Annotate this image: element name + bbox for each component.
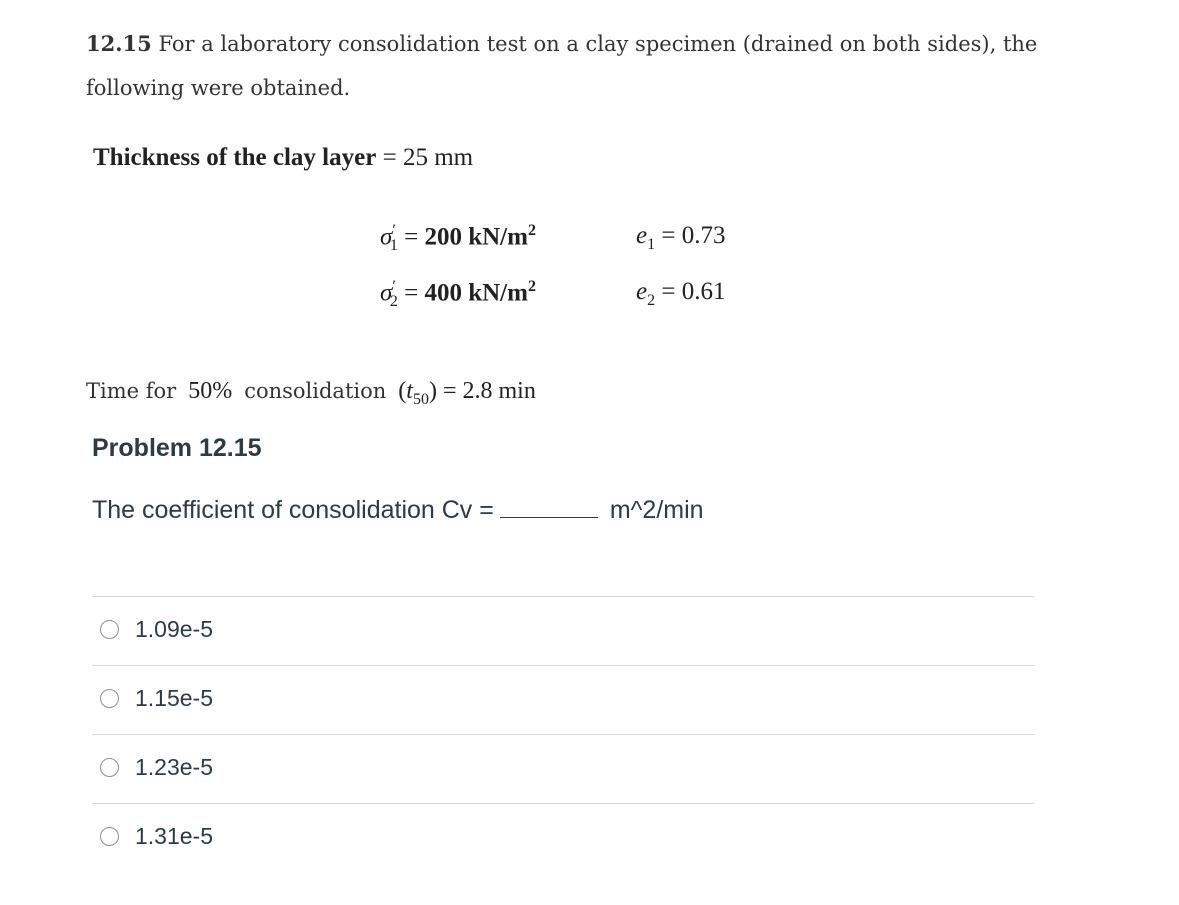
time-word: consolidation <box>244 379 387 403</box>
time-value: 2.8 min <box>462 378 536 404</box>
answer-list <box>92 596 1034 872</box>
time-open-paren: ( <box>398 378 407 404</box>
void-ratio-subscript: 2 <box>647 292 656 309</box>
time-equals: = <box>442 378 457 404</box>
stress-value: 200 kN/m <box>424 223 528 251</box>
time-line <box>86 378 536 409</box>
stress-exponent: 2 <box>527 222 536 239</box>
time-prefix: Time for <box>86 379 177 403</box>
answer-option-2[interactable] <box>92 665 1034 734</box>
void-ratio-equals: = <box>661 222 676 249</box>
stress-row-2 <box>380 278 536 311</box>
radio-button[interactable] <box>100 620 119 639</box>
thickness-equals: = <box>382 144 397 171</box>
stress-equals: = <box>404 279 419 307</box>
time-symbol: t <box>406 378 413 404</box>
void-ratio-row-2 <box>636 278 725 310</box>
answer-option-3[interactable] <box>92 734 1034 803</box>
answer-blank <box>500 497 598 518</box>
thickness-line <box>93 144 473 172</box>
question-line <box>92 496 704 525</box>
void-ratio-symbol: e <box>636 278 648 305</box>
sigma-subscript: 1 <box>389 237 398 255</box>
radio-button[interactable] <box>100 689 119 708</box>
void-ratio-value: 0.73 <box>681 222 726 249</box>
radio-button[interactable] <box>100 758 119 777</box>
radio-button[interactable] <box>100 827 119 846</box>
answer-option-4[interactable] <box>92 803 1034 872</box>
answer-label[interactable]: 1.23e-5 <box>135 754 214 780</box>
problem-intro-text: For a laboratory consolidation test on a clay specimen (drained on both sides), the following were obtained. <box>86 32 1038 100</box>
void-ratio-symbol: e <box>636 222 648 249</box>
void-ratio-value: 0.61 <box>681 278 726 305</box>
problem-intro <box>86 22 1046 110</box>
time-percent: 50% <box>188 378 233 404</box>
sigma-subscript: 2 <box>389 293 398 311</box>
prime-mark: ′ <box>392 278 396 295</box>
stress-row-1 <box>380 222 536 255</box>
answer-label[interactable]: 1.31e-5 <box>135 823 214 849</box>
stress-exponent: 2 <box>527 278 536 295</box>
sigma-symbol: σ <box>380 279 393 307</box>
void-ratio-row-1 <box>636 222 725 254</box>
answer-option-1[interactable] <box>92 596 1034 665</box>
problem-number: 12.15 <box>86 31 152 56</box>
time-subscript: 50 <box>412 390 429 408</box>
time-close-paren: ) <box>428 378 437 404</box>
answer-label[interactable]: 1.15e-5 <box>135 685 214 711</box>
question-text: The coefficient of consolidation Cv = <box>92 496 494 524</box>
stress-equals: = <box>404 223 419 251</box>
thickness-label: Thickness of the clay layer <box>93 144 377 171</box>
sigma-symbol: σ <box>380 223 393 251</box>
thickness-value: 25 mm <box>402 144 474 171</box>
answer-label[interactable]: 1.09e-5 <box>135 616 214 642</box>
void-ratio-subscript: 1 <box>647 236 656 253</box>
problem-title: Problem 12.15 <box>92 434 262 462</box>
void-ratio-equals: = <box>661 278 676 305</box>
prime-mark: ′ <box>392 222 396 239</box>
unit-label: m^2/min <box>609 496 704 524</box>
stress-value: 400 kN/m <box>424 279 528 307</box>
